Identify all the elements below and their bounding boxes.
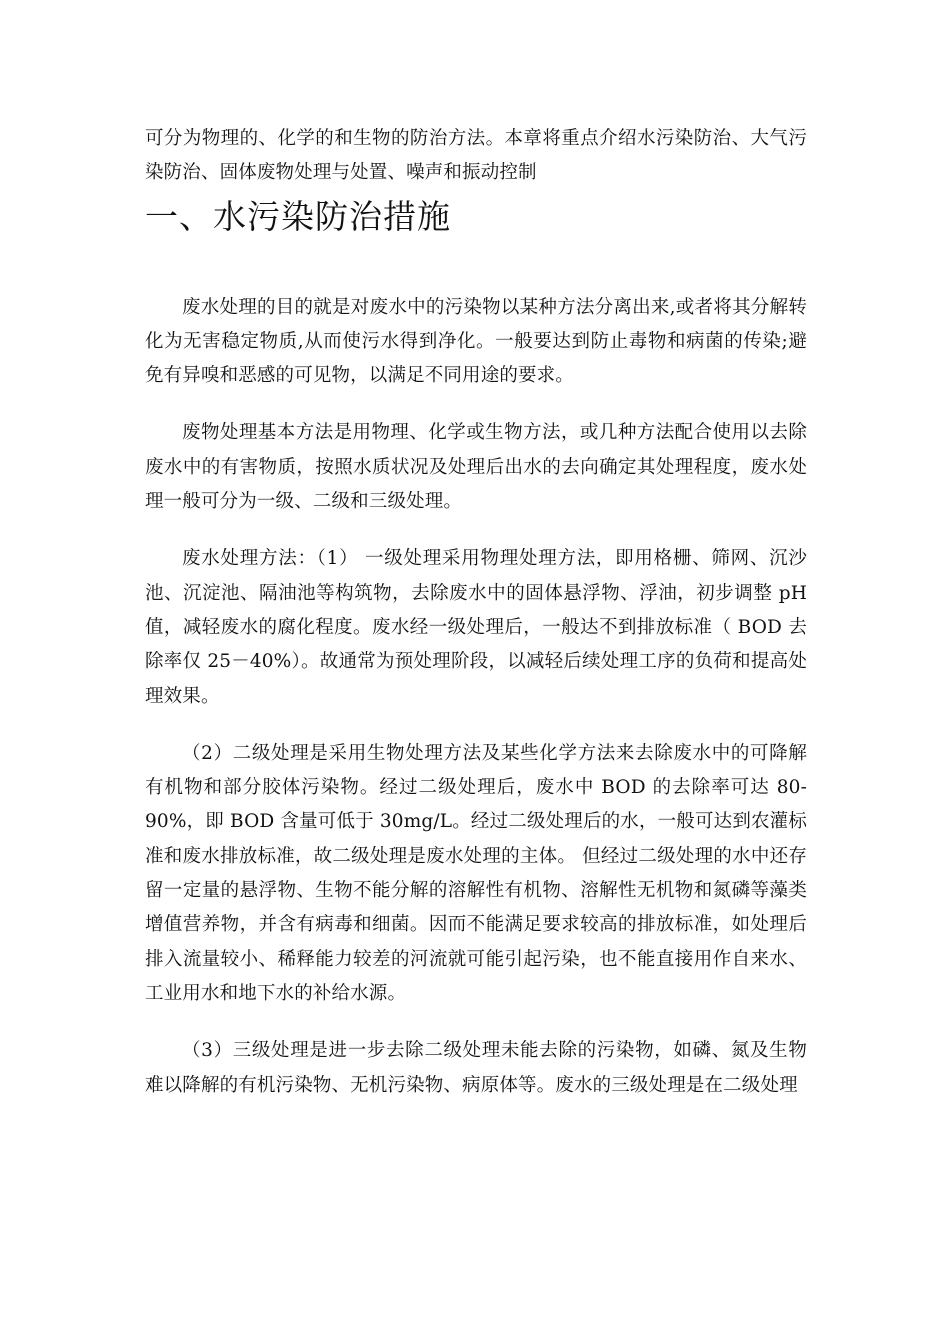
intro-paragraph: 可分为物理的、化学的和生物的防治方法。本章将重点介绍水污染防治、大气污染防治、固体废物处理与处置、噪声和振动控制 <box>145 128 807 184</box>
page-content <box>145 122 807 1103</box>
paragraph-secondary-treatment: （2）二级处理是采用生物处理方法及某些化学方法来去除废水中的可降解有机物和部分胶体污染物。经过二级处理后，废水中 BOD 的去除率可达 80-90%，即 BOD 含量可低于 30mg/L。经过二级处理后的水，一般可达到农灌标准和废水排放标准，故二级处理是废水处理的主体。 但经过二级处理的水中还存留一定量的悬浮物、生物不能分解的溶解性有机物、溶解性无机物和氮磷等藻类增值营养物，并含有病毒和细菌。因而不能满足要求较高的排放标准，如处理后排入流量较小、稀释能力较差的河流就可能引起污染，也不能直接用作自来水、工业用水和地下水的补给水源。 <box>145 742 807 1004</box>
paragraph-tertiary-treatment: （3）三级处理是进一步去除二级处理未能去除的污染物，如磷、氮及生物难以降解的有机污染物、无机污染物、病原体等。废水的三级处理是在二级处理 <box>145 1040 807 1096</box>
section-heading: 一、水污染防治措施 <box>145 196 451 236</box>
paragraph-purpose: 废水处理的目的就是对废水中的污染物以某种方法分离出来,或者将其分解转化为无害稳定物质,从而使污水得到净化。一般要达到防止毒物和病菌的传染;避免有异嗅和恶感的可见物，以满足不同用途的要求。 <box>145 296 807 387</box>
paragraph-basic-methods: 废物处理基本方法是用物理、化学或生物方法，或几种方法配合使用以去除废水中的有害物质，按照水质状况及处理后出水的去向确定其处理程度，废水处理一般可分为一级、二级和三级处理。 <box>145 422 807 513</box>
paragraph-primary-treatment: 废水处理方法：（1） 一级处理采用物理处理方法，即用格栅、筛网、沉沙池、沉淀池、隔油池等构筑物，去除废水中的固体悬浮物、浮油，初步调整 pH 值，减轻废水的腐化程度。废水经一级处理后，一般达不到排放标准（ BOD 去除率仅 25－40%）。故通常为预处理阶段，以减轻后续处理工序的负荷和提高处理效果。 <box>145 548 807 707</box>
